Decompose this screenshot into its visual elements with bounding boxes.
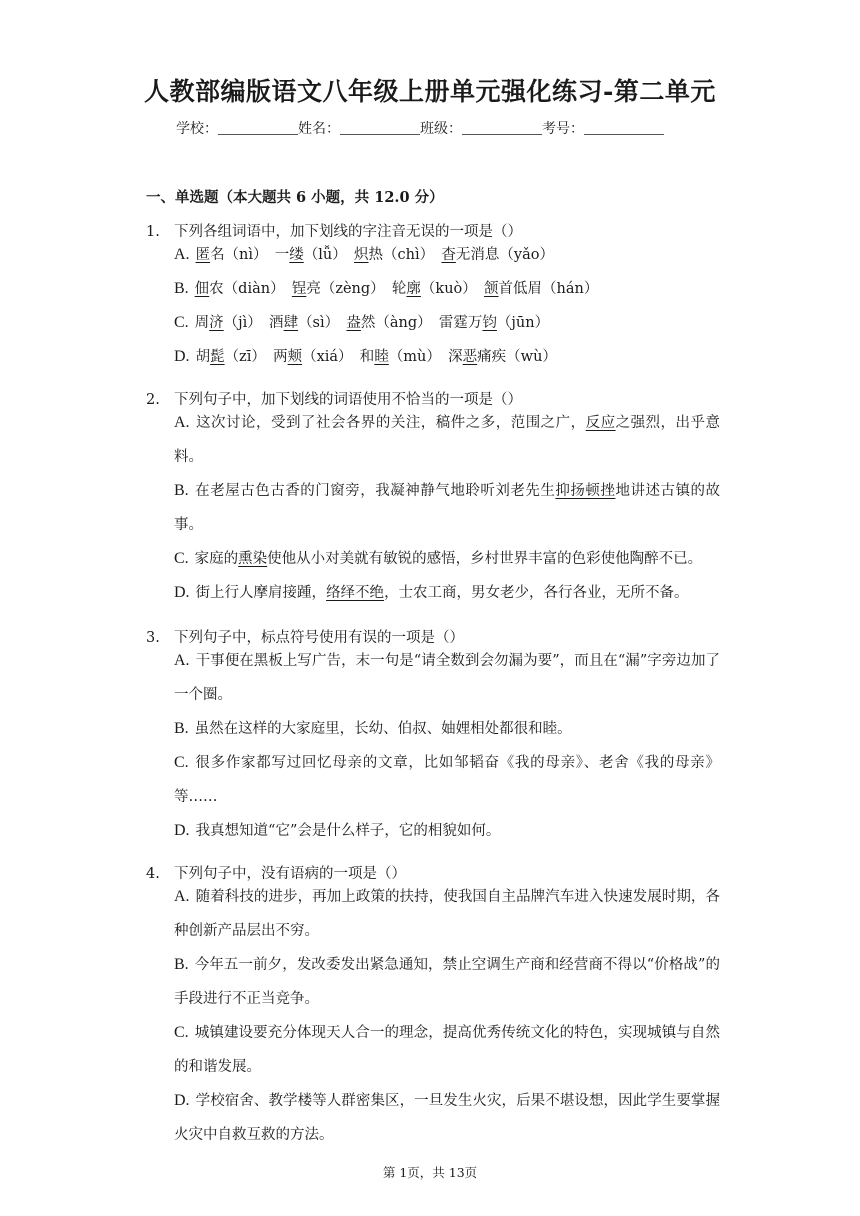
underlined-word: 炽 (354, 247, 369, 263)
answer-option (174, 406, 720, 474)
option-text: 然（àng） 雷霆万 (360, 315, 483, 331)
student-info-line (176, 118, 664, 138)
option-letter: A. (174, 652, 190, 669)
option-letter: C. (174, 1024, 189, 1041)
option-letter: A. (174, 888, 190, 905)
question-number: 4. (146, 866, 160, 882)
answer-option (174, 542, 720, 576)
underlined-word: 熏染 (238, 551, 268, 567)
underlined-word: 肆 (283, 315, 299, 331)
question-number: 2. (146, 392, 160, 408)
option-text: 街上行人摩肩接踵， (195, 585, 327, 601)
class-blank (462, 120, 542, 135)
option-text: 我真想知道“它”会是什么样子，它的相貌如何。 (195, 823, 501, 839)
exam-number-blank (584, 120, 664, 135)
option-letter: C. (174, 550, 189, 567)
option-text: （sì） (298, 315, 347, 331)
option-text: （lǚ） (303, 247, 355, 263)
question-text: 下列句子中，标点符号使用有误的一项是（） (174, 630, 464, 646)
option-text: 虽然在这样的大家庭里，长幼、伯叔、妯娌相处都很和睦。 (194, 721, 572, 737)
underlined-word: 匿 (195, 247, 211, 263)
option-text: ，士农工商，男女老少，各行各业，无所不备。 (384, 585, 689, 601)
option-text: 周 (194, 315, 210, 331)
option-letter: B. (174, 956, 189, 973)
exam-number-field (542, 118, 664, 138)
school-blank (218, 120, 298, 135)
underlined-word: 缕 (289, 247, 304, 263)
underlined-word: 济 (209, 315, 224, 331)
answer-option (174, 712, 720, 746)
option-letter: C. (174, 314, 189, 331)
class-label: 班级： (420, 121, 462, 137)
name-label: 姓名： (298, 121, 340, 137)
option-text: 随着科技的进步，再加上政策的扶持，使我国自主品牌汽车进入快速发展时期，各种创新产品层出不穷。 (174, 889, 720, 939)
option-letter: D. (174, 822, 190, 839)
underlined-word: 锃 (291, 281, 307, 297)
option-text: 首低眉（hán） (498, 281, 599, 297)
answer-option (174, 1084, 720, 1152)
question-number: 1. (146, 224, 160, 240)
document-title: 人教部编版语文八年级上册单元强化练习-第二单元 (144, 77, 716, 106)
school-label: 学校： (176, 121, 218, 137)
option-text: 在老屋古色古香的门窗旁，我凝神静气地聆听刘老先生 (194, 483, 556, 499)
question-text: 下列各组词语中，加下划线的字注音无误的一项是（） (174, 224, 522, 240)
option-text: 名（nì） 一 (210, 247, 290, 263)
school-field (176, 118, 298, 138)
underlined-word: 络绎不绝 (326, 585, 385, 601)
option-text: （jūn） (496, 315, 550, 331)
underlined-word: 颊 (287, 349, 303, 365)
option-text: 热（chì） (368, 247, 442, 263)
question-text: 下列句子中，没有语病的一项是（） (174, 866, 406, 882)
option-text: 之强烈，出乎意料。 (174, 415, 721, 465)
underlined-word: 颔 (484, 281, 499, 297)
underlined-word: 廓 (406, 281, 421, 297)
option-text: （xiá） 和 (302, 349, 375, 365)
option-text: 很多作家都写过回忆母亲的文章，比如邹韬奋《我的母亲》、老舍《我的母亲》等…… (174, 755, 720, 805)
answer-option (174, 306, 720, 340)
answer-option (174, 1016, 720, 1084)
underlined-word: 佃 (194, 281, 210, 297)
answer-option (174, 340, 720, 374)
page-footer: 第 1页，共 13页 (382, 1165, 478, 1180)
answer-option (174, 474, 720, 542)
section-heading: 一、单选题（本大题共 6 小题，共 12.0 分） (146, 189, 444, 206)
underlined-word: 抑扬顿挫 (555, 483, 616, 499)
answer-option (174, 238, 720, 272)
option-text: （zī） 两 (224, 349, 288, 365)
answer-option (174, 644, 720, 712)
option-text: 这次讨论，受到了社会各界的关注，稿件之多，范围之广， (195, 415, 586, 431)
underlined-word: 盎 (346, 315, 361, 331)
option-text: 胡 (195, 349, 211, 365)
option-text: （kuò） (420, 281, 485, 297)
option-letter: D. (174, 1092, 190, 1109)
option-text: 城镇建设要充分体现天人合一的理念，提高优秀传统文化的特色，实现城镇与自然的和谐发展。 (174, 1025, 720, 1075)
option-text: 使他从小对美就有敏锐的感悟，乡村世界丰富的色彩使他陶醉不已。 (267, 551, 703, 567)
option-text: 无消息（yǎo） (455, 247, 554, 263)
answer-option (174, 576, 720, 610)
option-letter: B. (174, 720, 189, 737)
underlined-word: 恶 (462, 349, 478, 365)
answer-option (174, 746, 720, 814)
class-field (420, 118, 542, 138)
exam-number-label: 考号： (542, 121, 584, 137)
underlined-word: 睦 (374, 349, 389, 365)
option-letter: D. (174, 348, 190, 365)
name-field (298, 118, 420, 138)
option-text: 地讲述古镇的故事。 (174, 483, 721, 533)
answer-option (174, 272, 720, 306)
option-text: （jì） 酒 (223, 315, 284, 331)
option-text: 今年五一前夕，发改委发出紧急通知，禁止空调生产商和经营商不得以“价格战”的手段进行不正当竞争。 (174, 957, 720, 1007)
option-letter: B. (174, 280, 189, 297)
underlined-word: 髭 (210, 349, 225, 365)
option-text: 家庭的 (194, 551, 239, 567)
question-text: 下列句子中，加下划线的词语使用不恰当的一项是（） (174, 392, 522, 408)
option-letter: C. (174, 754, 189, 771)
option-text: 痛疾（wù） (477, 349, 557, 365)
option-text: 农（diàn） (209, 281, 292, 297)
answer-option (174, 880, 720, 948)
underlined-word: 钧 (482, 315, 497, 331)
option-text: 干事便在黑板上写广告，末一句是“请全数到会勿漏为要”，而且在“漏”字旁边加了一个圈。 (174, 653, 720, 703)
option-letter: A. (174, 246, 190, 263)
option-text: （mù） 深 (388, 349, 463, 365)
underlined-word: 反应 (585, 415, 616, 431)
question-number: 3. (146, 630, 160, 646)
option-text: 亮（zèng） 轮 (306, 281, 407, 297)
answer-option (174, 948, 720, 1016)
option-letter: B. (174, 482, 189, 499)
answer-option (174, 814, 720, 848)
option-letter: A. (174, 414, 190, 431)
underlined-word: 杳 (441, 247, 456, 263)
option-letter: D. (174, 584, 190, 601)
option-text: 学校宿舍、教学楼等人群密集区，一旦发生火灾，后果不堪设想，因此学生要掌握火灾中自救互救的方法。 (174, 1093, 720, 1143)
name-blank (340, 120, 420, 135)
